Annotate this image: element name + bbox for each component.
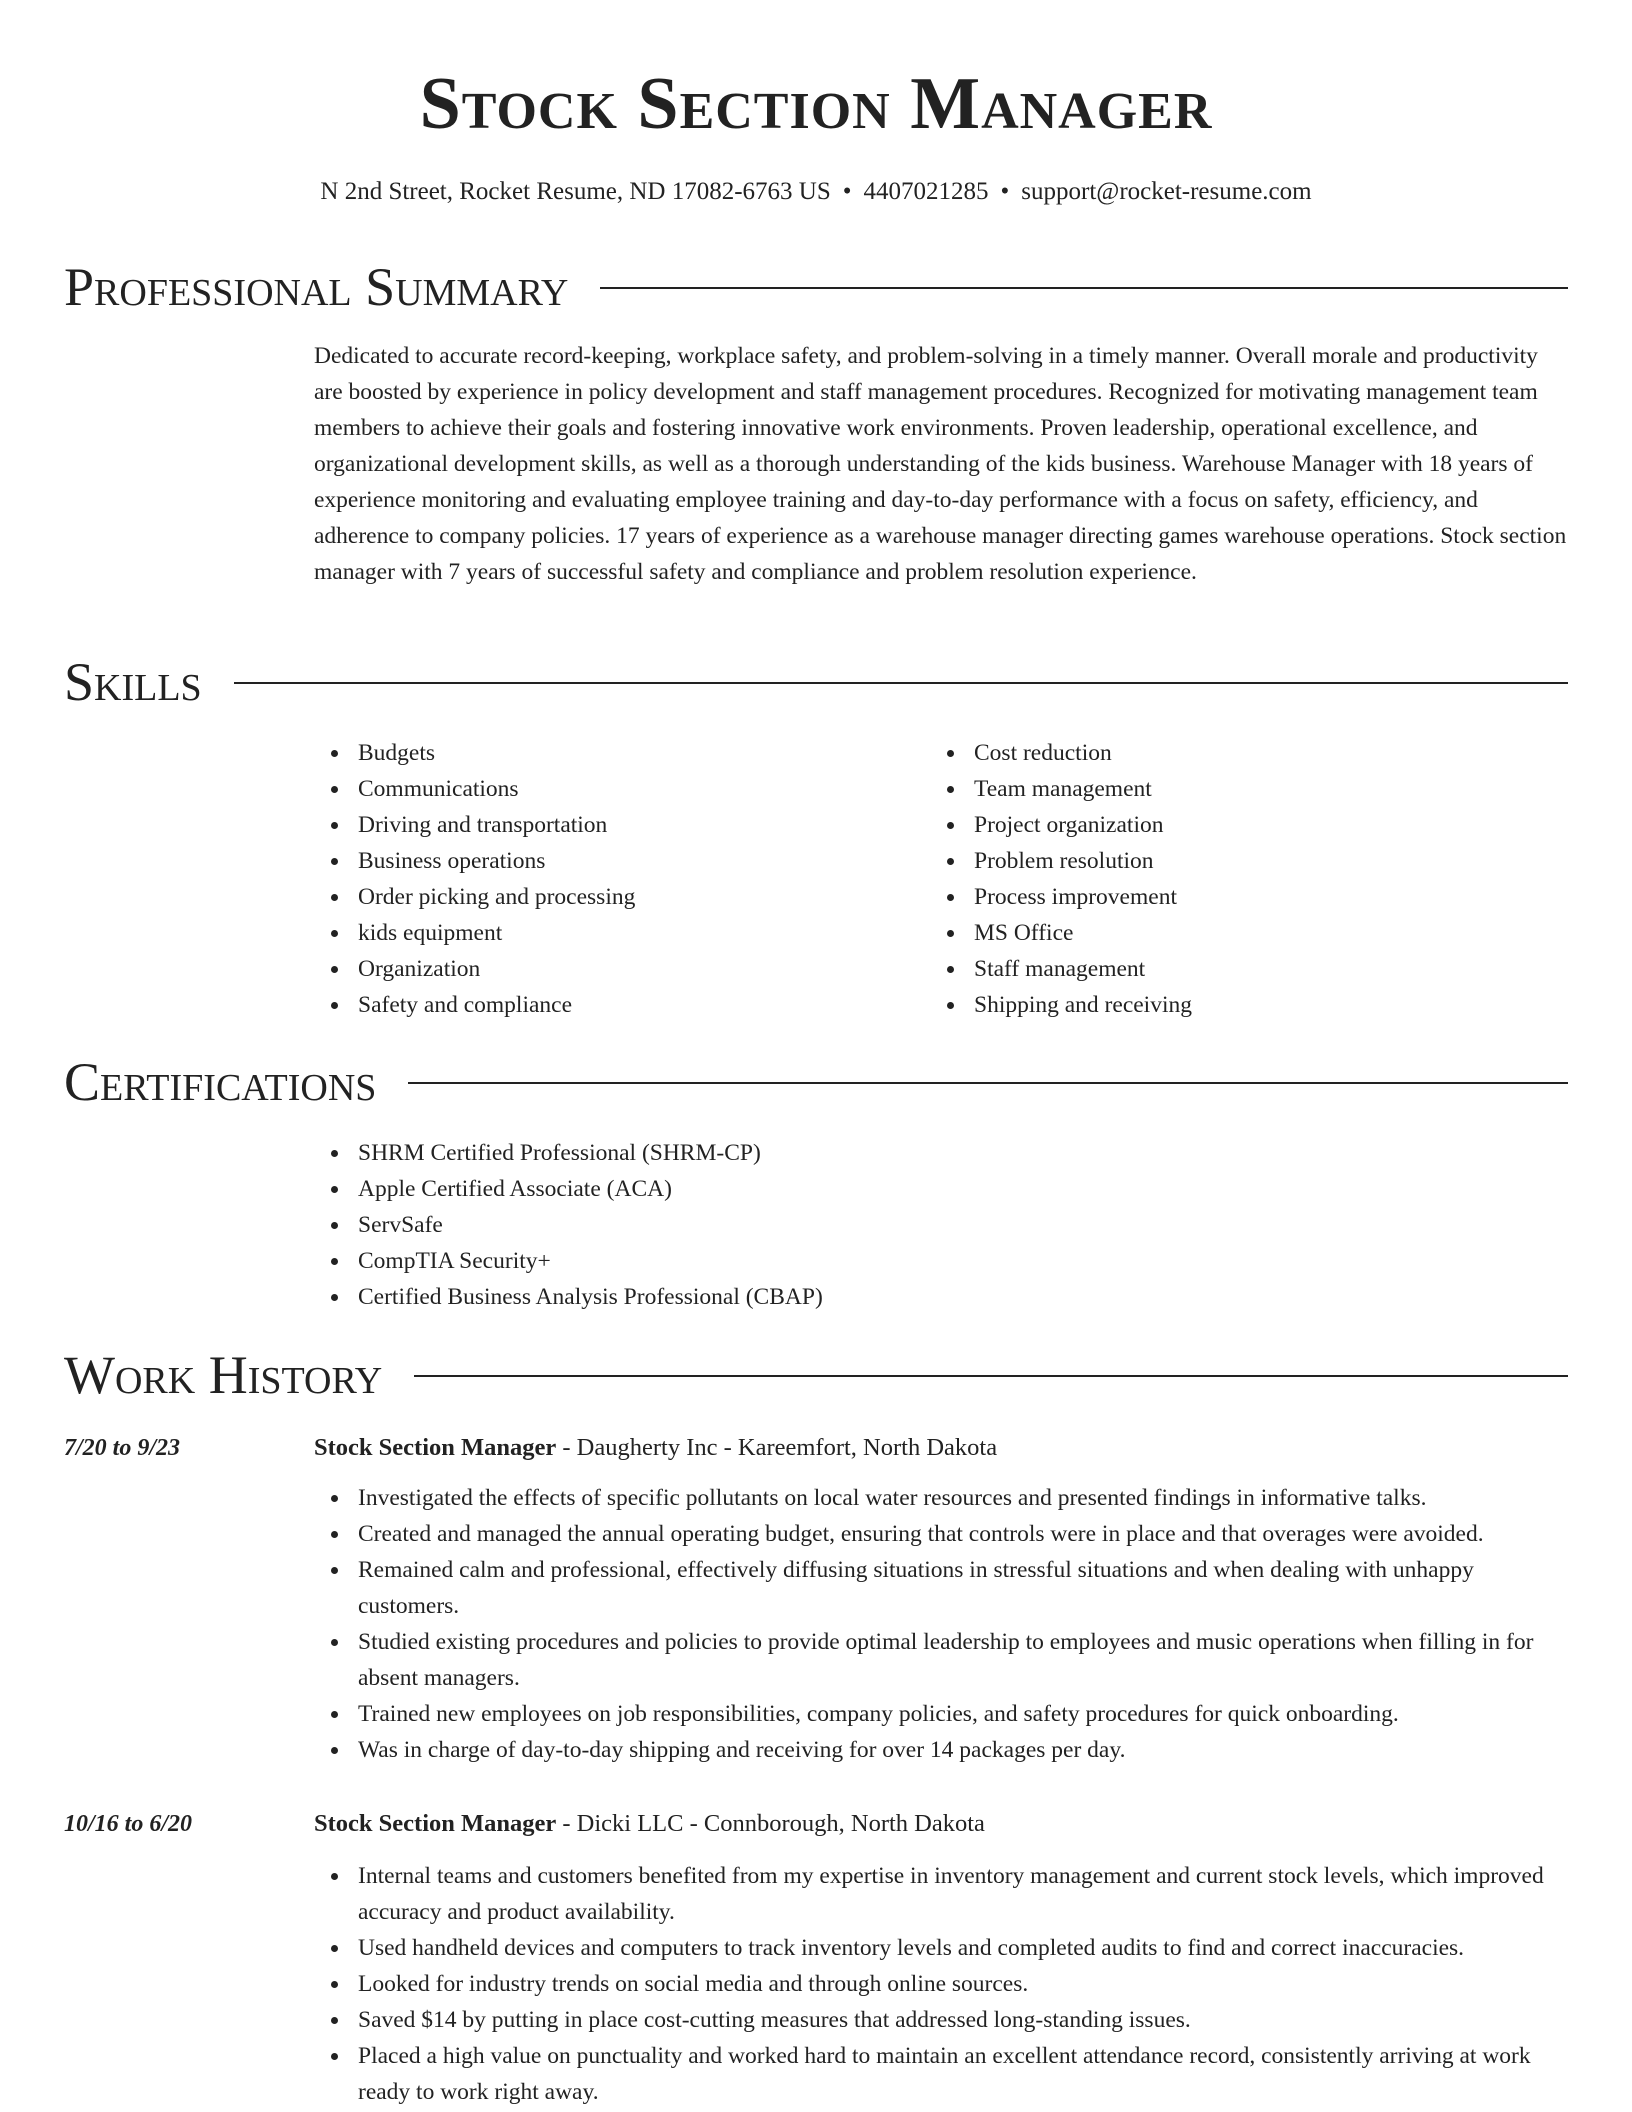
certification-item: SHRM Certified Professional (SHRM-CP) [314,1135,1568,1171]
work-history-section-header [64,1345,1568,1405]
job-duty: Trained new employees on job responsibilities, company policies, and safety procedures for quick onboarding. [314,1696,1570,1732]
certification-item: ServSafe [314,1207,1568,1243]
section-divider [408,1082,1568,1084]
skill-item: Project organization [930,807,1490,843]
skill-item: Cost reduction [930,735,1490,771]
job-duties-list [314,1858,1570,2110]
contact-address: N 2nd Street, Rocket Resume, ND 17082-6763 US [320,178,831,205]
skill-item: Safety and compliance [314,987,874,1023]
section-title: Professional Summary [64,257,569,317]
job-duty: Internal teams and customers benefited from my expertise in inventory management and current stock levels, which improved accuracy and product availability. [314,1858,1570,1930]
job-title: Stock Section Manager [314,1810,557,1837]
job-duty: Saved $14 by putting in place cost-cutting measures that addressed long-standing issues. [314,2002,1570,2038]
job-dates: 7/20 to 9/23 [64,1435,181,1461]
skill-item: kids equipment [314,915,874,951]
job-dates: 10/16 to 6/20 [64,1811,193,1837]
certifications-list [314,1135,1568,1315]
job-duty: Used handheld devices and computers to track inventory levels and completed audits to find and correct inaccuracies. [314,1930,1570,1966]
skill-item: Order picking and processing [314,879,874,915]
section-divider [414,1375,1568,1377]
certification-item: Apple Certified Associate (ACA) [314,1171,1568,1207]
job-company: - Daugherty Inc - Kareemfort, North Dakota [556,1434,998,1461]
skill-item: MS Office [930,915,1490,951]
job-duty: Studied existing procedures and policies to provide optimal leadership to employees and music operations when filling in for absent managers. [314,1624,1570,1696]
job-duty: Investigated the effects of specific pollutants on local water resources and presented findings in informative talks. [314,1480,1570,1516]
contact-email: support@rocket-resume.com [1021,178,1312,205]
job-heading [314,1806,1568,1842]
skill-item: Business operations [314,843,874,879]
summary-text: Dedicated to accurate record-keeping, workplace safety, and problem-solving in a timely manner. Overall morale and productivity are boosted by experience in policy development and staff management procedures. Recognized for motivating management team members to achieve their goals and fostering innovative work environments. Proven leadership, operational excellence, and organizational development skills, as well as a thorough understanding of the kids business. Warehouse Manager with 18 years of experience monitoring and evaluating employee training and day-to-day performance with a focus on safety, efficiency, and adherence to company policies. 17 years of experience as a warehouse manager directing games warehouse operations. Stock section manager with 7 years of successful safety and compliance and problem resolution experience. [314,343,1567,585]
skill-item: Driving and transportation [314,807,874,843]
job-title: Stock Section Manager [314,1434,557,1461]
section-title: Certifications [64,1052,377,1112]
skill-item: Organization [314,951,874,987]
skill-item: Process improvement [930,879,1490,915]
section-title: Work History [64,1345,383,1405]
skills-section-header [64,652,1568,712]
section-title: Skills [64,652,202,712]
skill-item: Budgets [314,735,874,771]
section-divider [600,287,1568,289]
contact-separator: • [1000,178,1010,205]
resume-name: Stock Section Manager [419,63,1213,145]
contact-line [0,175,1632,209]
skills-list-left [314,735,874,1023]
skill-item: Shipping and receiving [930,987,1490,1023]
skill-item: Staff management [930,951,1490,987]
contact-separator: • [842,178,852,205]
job-duty: Looked for industry trends on social media and through online sources. [314,1966,1570,2002]
job-duty: Was in charge of day-to-day shipping and receiving for over 14 packages per day. [314,1732,1570,1768]
section-divider [234,682,1568,684]
contact-phone: 4407021285 [863,178,989,205]
job-duty: Remained calm and professional, effectively diffusing situations in stressful situations and when dealing with unhappy customers. [314,1552,1570,1624]
job-duties-list [314,1480,1570,1768]
skill-item: Team management [930,771,1490,807]
skill-item: Communications [314,771,874,807]
certification-item: Certified Business Analysis Professional (CBAP) [314,1279,1568,1315]
summary-section-header [64,257,1568,317]
certification-item: CompTIA Security+ [314,1243,1568,1279]
skills-list-right [930,735,1490,1023]
job-duty: Placed a high value on punctuality and worked hard to maintain an excellent attendance record, consistently arriving at work ready to work right away. [314,2038,1570,2110]
certifications-section-header [64,1052,1568,1112]
job-company: - Dicki LLC - Connborough, North Dakota [556,1810,985,1837]
skill-item: Problem resolution [930,843,1490,879]
job-heading [314,1430,1568,1466]
job-duty: Created and managed the annual operating budget, ensuring that controls were in place and that overages were avoided. [314,1516,1570,1552]
